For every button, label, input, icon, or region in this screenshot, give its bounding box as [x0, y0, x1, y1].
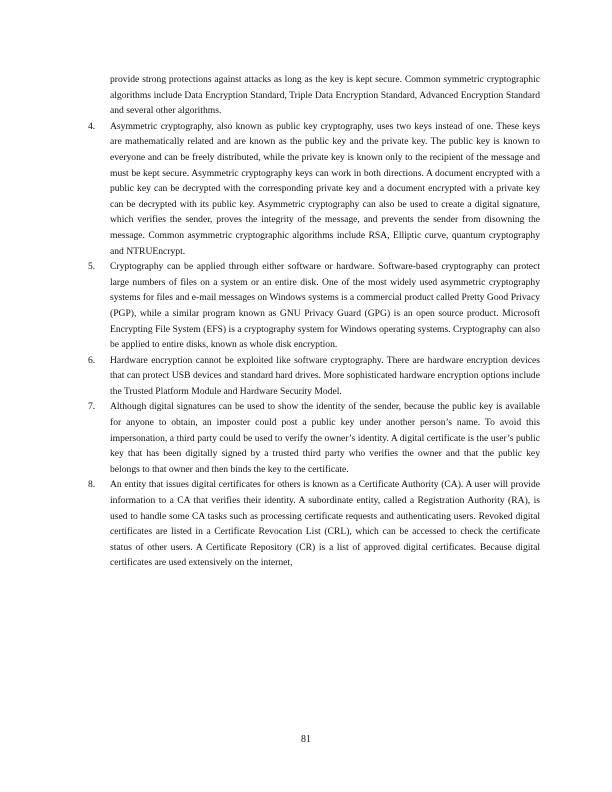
list-item-text: Asymmetric cryptography, also known as public key cryptography, uses two keys instead of one. These keys are mathematically related and are known as the public key and the private key. The public key is known to everyone and can be freely distributed, while the private key is known only to the recipient of the message and must be kept secure. Asymmetric cryptography keys can work in both directions. A document encrypted with a public key can be decrypted with the corresponding private key and a document encrypted with a private key can be decrypted with its public key. Asymmetric cryptography can also be used to create a digital signature, which verifies the sender, proves the integrity of the message, and prevents the sender from disowning the message. Common asymmetric cryptographic algorithms include RSA, Elliptic curve, quantum cryptography and NTRUEncrypt. — [110, 120, 540, 257]
list-item — [88, 259, 540, 353]
list-item-text: An entity that issues digital certificates for others is known as a Certificate Authority (CA). A user will provide information to a CA that verifies their identity. A subordinate entity, called a Registration Authority (RA), is used to handle some CA tasks such as processing certificate requests and authenticating users. Revoked digital certificates are listed in a Certificate Revocation List (CRL), which can be accessed to check the certificate status of other users. A Certificate Repository (CR) is a list of approved digital certificates. Because digital certificates are used extensively on the internet, — [110, 479, 540, 569]
list-item-number: 5. — [88, 261, 96, 273]
list-item — [88, 477, 540, 571]
list-item — [88, 399, 540, 477]
list-item-text: Although digital signatures can be used to show the identity of the sender, because the public key is available for anyone to obtain, an imposter could post a public key under another person’s name. To avoid this impersonation, a third party could be used to verify the owner’s identity. A digital certificate is the user’s public key that has been digitally signed by a trusted third party who verifies the owner and that the public key belongs to that owner and then binds the key to the certificate. — [110, 401, 540, 475]
page-body — [88, 72, 540, 571]
intro-paragraph: provide strong protections against attacks as long as the key is kept secure. Common symmetric cryptographic algorithms include Data Encryption Standard, Triple Data Encryption Standard, Advanced Encryption Standard and several other algorithms. — [110, 74, 540, 117]
list-item-text: Cryptography can be applied through either software or hardware. Software-based cryptography can protect large numbers of files on a system or an entire disk. One of the most widely used asymmetric cryptography systems for files and e-mail messages on Windows systems is a commercial product called Pretty Good Privacy (PGP), while a similar program known as GNU Privacy Guard (GPG) is an open source product. Microsoft Encrypting File System (EFS) is a cryptography system for Windows operating systems. Cryptography can also be applied to entire disks, known as whole disk encryption. — [110, 261, 540, 351]
list-item — [88, 353, 540, 400]
list-item-number: 6. — [88, 354, 96, 366]
list-item-number: 8. — [88, 479, 96, 491]
list-item-number: 4. — [88, 120, 96, 132]
list-item-text: Hardware encryption cannot be exploited like software cryptography. There are hardware encryption devices that can protect USB devices and standard hard drives. More sophisticated hardware encryption options include the Trusted Platform Module and Hardware Security Model. — [110, 354, 540, 397]
list-item-number: 7. — [88, 401, 96, 413]
page-number: 81 — [301, 734, 311, 745]
list-item — [88, 119, 540, 259]
